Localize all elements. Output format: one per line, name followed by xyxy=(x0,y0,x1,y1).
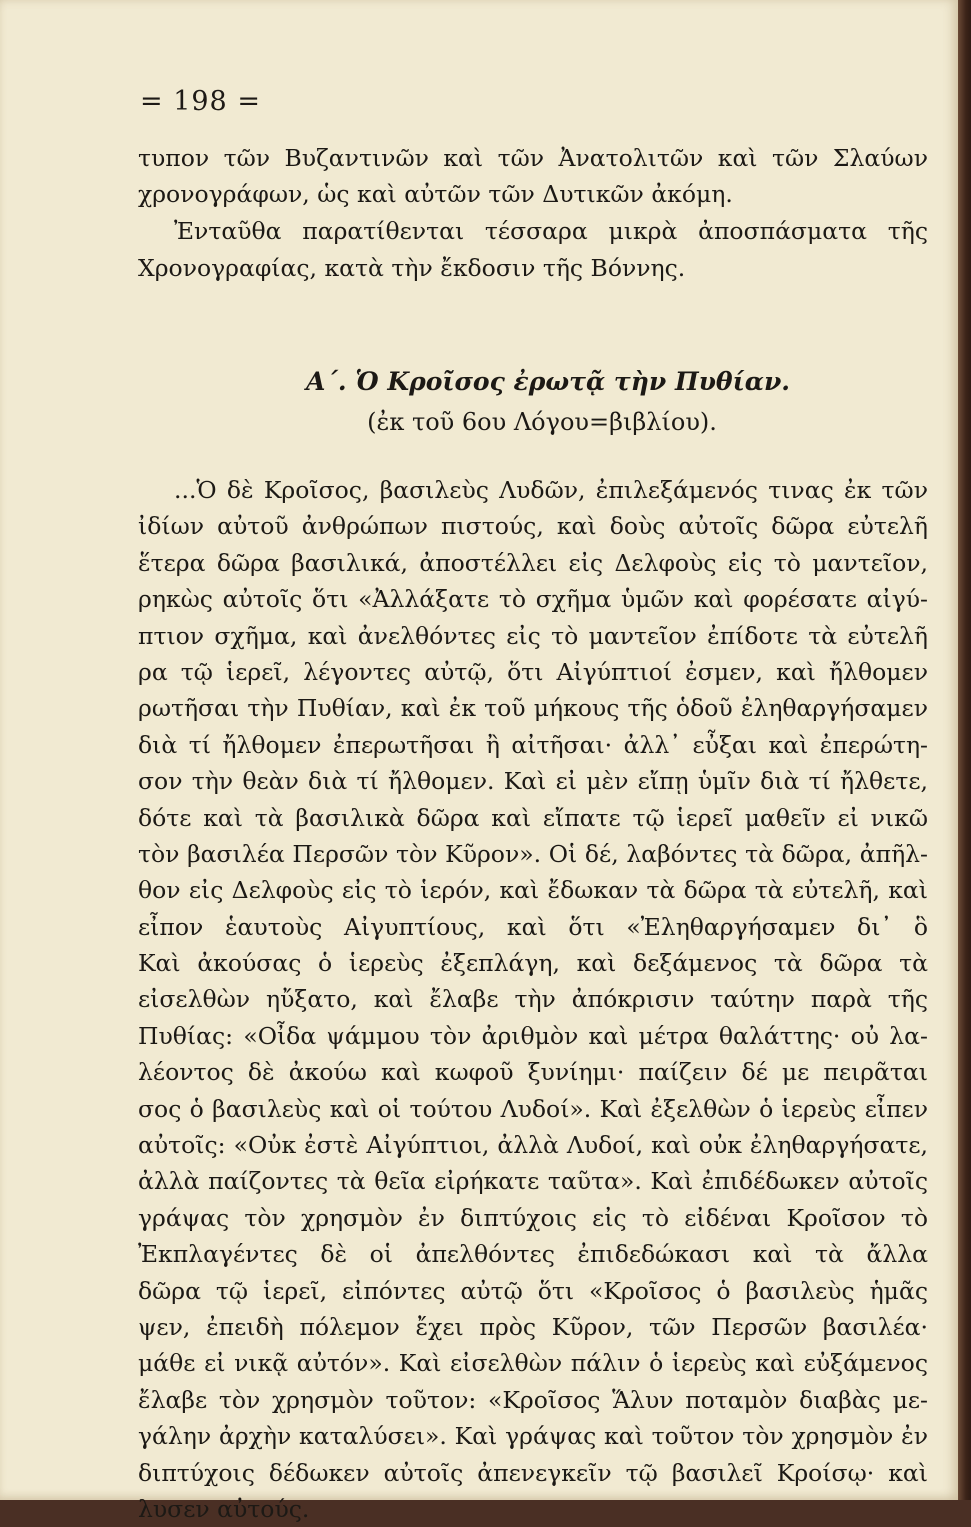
intro-line: Χρονογραφίας, κατὰ τὴν ἔκδοσιν τῆς Βόννης. xyxy=(138,253,686,282)
body-line: σος ὁ βασιλεὺς καὶ οἱ τούτου Λυδοί». Καὶ ἐξελθὼν ὁ ἱερεὺς εἶπεν xyxy=(138,1094,928,1123)
body-line: γάλην ἀρχὴν καταλύσει». Καὶ γράψας καὶ τοῦτον τὸν χρησμὸν ἐν xyxy=(138,1422,928,1451)
body-line: ...Ὁ δὲ Κροῖσος, βασιλεὺς Λυδῶν, ἐπιλεξάμενός τινας ἐκ τῶν xyxy=(174,476,928,504)
body-line: ἔλαβε τὸν χρησμὸν τοῦτον: «Κροῖσος Ἅλυν ποταμὸν διαβὰς με- xyxy=(138,1385,928,1414)
body-line: ψεν, ἐπειδὴ πόλεμον ἔχει πρὸς Κῦρον, τῶν Περσῶν βασιλέα· xyxy=(138,1312,928,1341)
body-paragraph xyxy=(138,472,928,1527)
body-line: δῶρα τῷ ἱερεῖ, εἰπόντες αὐτῷ ὅτι «Κροῖσος ὁ βασιλεὺς ἡμᾶς xyxy=(138,1276,928,1305)
body-line: πτιον σχῆμα, καὶ ἀνελθόντες εἰς τὸ μαντεῖον ἐπίδοτε τὰ εὐτελῆ xyxy=(138,621,928,650)
body-line: θον εἰς Δελφοὺς εἰς τὸ ἱερόν, καὶ ἔδωκαν τὰ δῶρα τὰ εὐτελῆ, καὶ xyxy=(138,876,928,905)
intro-paragraph xyxy=(138,140,928,286)
intro-line: Ἐνταῦθα παρατίθενται τέσσαρα μικρὰ ἀποσπάσματα τῆς xyxy=(174,217,928,246)
body-line: ρηκὼς αὐτοῖς ὅτι «Ἀλλάξατε τὸ σχῆμα ὑμῶν καὶ φορέσατε αἰγύ- xyxy=(138,585,928,614)
body-line: Ἐκπλαγέντες δὲ οἱ ἀπελθόντες ἐπιδεδώκασι καὶ τὰ ἄλλα xyxy=(138,1240,928,1269)
body-line: ρα τῷ ἱερεῖ, λέγοντες αὐτῷ, ὅτι Αἰγύπτιοί ἐσμεν, καὶ ἤλθομεν xyxy=(138,657,928,686)
book-edge xyxy=(958,0,971,1500)
body-line: ἀλλὰ παίζοντες τὰ θεῖα εἰρήκατε ταῦτα». Καὶ ἐπιδέδωκεν αὐτοῖς xyxy=(138,1167,928,1196)
body-line: Καὶ ἀκούσας ὁ ἱερεὺς ἐξεπλάγη, καὶ δεξάμενος τὰ δῶρα τὰ xyxy=(138,949,928,978)
section-subheading: (ἐκ τοῦ 6ου Λόγου=βιβλίου). xyxy=(367,408,717,436)
body-line: μάθε εἰ νικᾷ αὐτόν». Καὶ εἰσελθὼν πάλιν ὁ ἱερεὺς καὶ εὐξάμενος xyxy=(138,1349,928,1378)
body-line: δότε καὶ τὰ βασιλικὰ δῶρα καὶ εἴπατε τῷ ἱερεῖ μαθεῖν εἰ νικῶ xyxy=(138,803,928,832)
body-line: ρωτῆσαι τὴν Πυθίαν, καὶ ἐκ τοῦ μήκους τῆς ὁδοῦ ἐληθαργήσαμεν xyxy=(138,694,928,723)
body-line: γράψας τὸν χρησμὸν ἐν διπτύχοις εἰς τὸ εἰδέναι Κροῖσον τὸ xyxy=(138,1203,928,1232)
page-number-header: = 198 = xyxy=(140,86,261,117)
body-line: σον τὴν θεὰν διὰ τί ἤλθομεν. Καὶ εἰ μὲν εἴπῃ ὑμῖν διὰ τί ἤλθετε, xyxy=(138,767,928,796)
body-line: Πυθίας: «Οἶδα ψάμμου τὸν ἀριθμὸν καὶ μέτρα θαλάττης· οὐ λα- xyxy=(138,1021,928,1050)
section-header xyxy=(138,362,928,442)
body-line: αὐτοῖς: «Οὐκ ἐστὲ Αἰγύπτιοι, ἀλλὰ Λυδοί, καὶ οὐκ ἐληθαργήσατε, xyxy=(138,1131,928,1160)
body-line: λέοντος δὲ ἀκούω καὶ κωφοῦ ξυνίημι· παίζειν δέ με πειρᾶται xyxy=(138,1058,928,1087)
body-line: διπτύχοις δέδωκεν αὐτοῖς ἀπενεγκεῖν τῷ βασιλεῖ Κροίσῳ· καὶ xyxy=(138,1458,928,1487)
body-line: εἰσελθὼν ηὔξατο, καὶ ἔλαβε τὴν ἀπόκρισιν ταύτην παρὰ τῆς xyxy=(138,985,928,1014)
body-line: τὸν βασιλέα Περσῶν τὸν Κῦρον». Οἱ δέ, λαβόντες τὰ δῶρα, ἀπῆλ- xyxy=(138,839,928,868)
body-line: ἕτερα δῶρα βασιλικά, ἀποστέλλει εἰς Δελφοὺς εἰς τὸ μαντεῖον, xyxy=(138,548,928,577)
section-heading: Α΄. Ὁ Κροῖσος ἐρωτᾷ τὴν Πυθίαν. xyxy=(306,367,790,396)
body-line: ἰδίων αὐτοῦ ἀνθρώπων πιστούς, καὶ δοὺς αὐτοῖς δῶρα εὐτελῆ xyxy=(138,512,928,541)
body-line: λυσεν αὐτούς. xyxy=(138,1494,310,1523)
body-line: διὰ τί ἤλθομεν ἐπερωτῆσαι ἢ αἰτῆσαι· ἀλλ᾽ εὖξαι καὶ ἐπερώτη- xyxy=(138,730,928,759)
body-line: εἶπον ἑαυτοὺς Αἰγυπτίους, καὶ ὅτι «Ἐληθαργήσαμεν δι᾽ ὃ xyxy=(138,912,928,941)
intro-line: χρονογράφων, ὡς καὶ αὐτῶν τῶν Δυτικῶν ἀκόμη. xyxy=(138,180,733,209)
intro-line: τυπον τῶν Βυζαντινῶν καὶ τῶν Ἀνατολιτῶν καὶ τῶν Σλαύων xyxy=(138,144,928,172)
